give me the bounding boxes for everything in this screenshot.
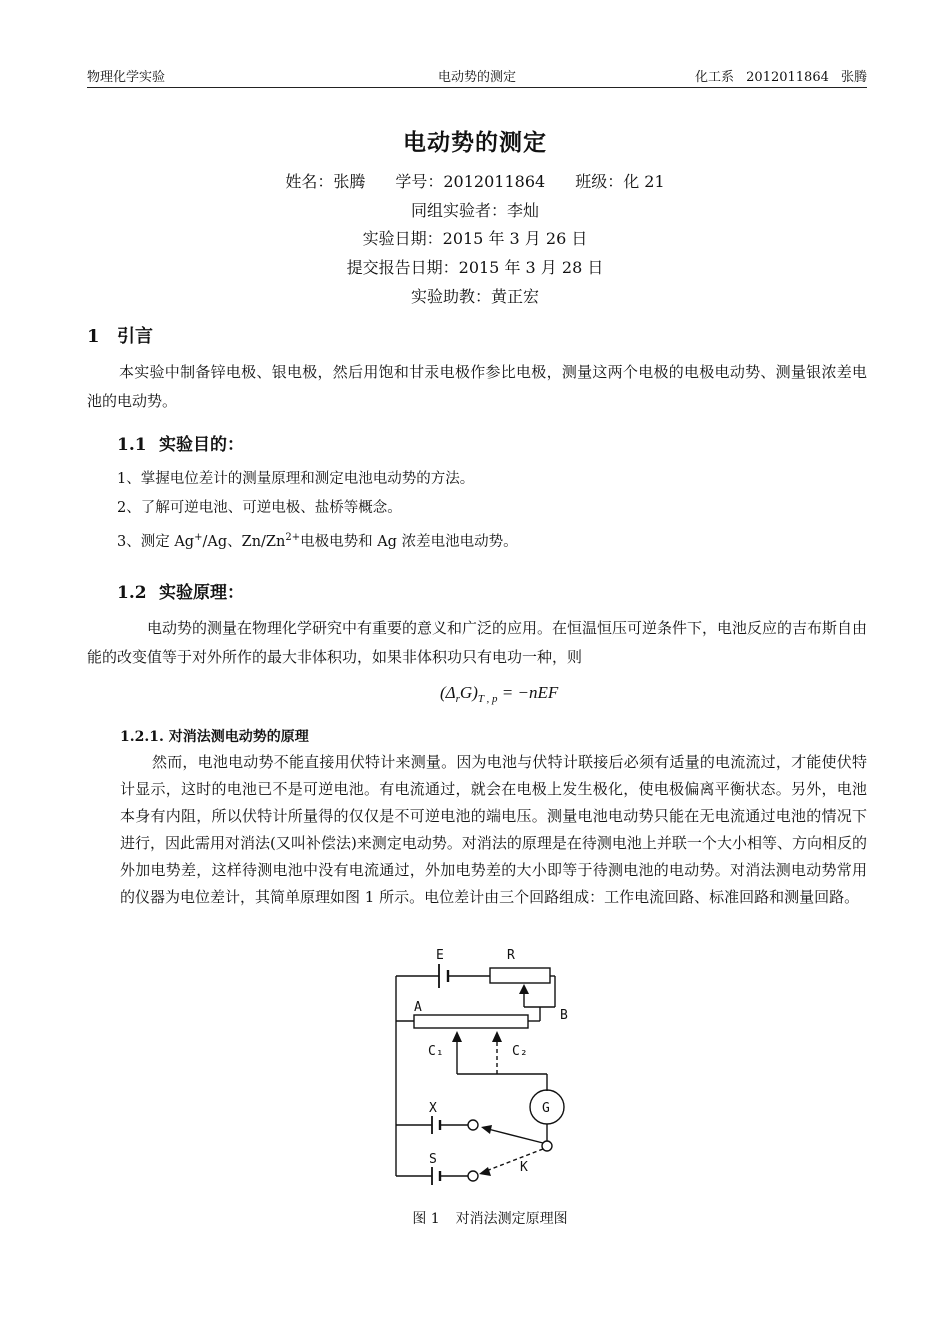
- document-title: 电动势的测定: [403, 129, 547, 156]
- label-B: B: [560, 1008, 568, 1023]
- header-author: 化工系 2012011864 张腾: [695, 70, 867, 85]
- figure-caption: [0, 1208, 950, 1228]
- purpose-list: [117, 465, 518, 557]
- section-heading-intro: [87, 322, 153, 348]
- intro-paragraph: 本实验中制备锌电极、银电极，然后用饱和甘汞电极作参比电极，测量这两个电极的电极电动势、测量银浓差电池的电动势。: [87, 363, 867, 410]
- label-C2: C₂: [512, 1044, 528, 1059]
- teaching-assistant: 实验助教：黄正宏: [410, 287, 539, 306]
- label-A: A: [414, 1000, 422, 1015]
- section-heading-principle: [117, 578, 244, 603]
- author-line: [0, 169, 950, 192]
- label-C1: C₁: [428, 1044, 444, 1059]
- potentiometer-circuit-diagram: [380, 942, 610, 1204]
- class-name: 班级：化 21: [575, 172, 665, 191]
- section-title: 实验目的：: [159, 435, 244, 455]
- label-R: R: [507, 948, 515, 963]
- label-S: S: [429, 1152, 437, 1167]
- subsection-heading: 1.2.1. 对消法测电动势的原理: [120, 729, 309, 745]
- section-number: 1.1: [117, 435, 147, 455]
- header-title: 电动势的测定: [437, 70, 516, 85]
- section-title: 引言: [117, 326, 153, 347]
- header-divider: [87, 87, 867, 88]
- submit-date: 提交报告日期：2015 年 3 月 28 日: [346, 258, 604, 277]
- running-header: [87, 66, 867, 86]
- label-X: X: [429, 1101, 437, 1116]
- label-G: G: [542, 1101, 550, 1116]
- label-E: E: [436, 948, 444, 963]
- list-item: 1、掌握电位差计的测量原理和测定电池电动势的方法。: [117, 471, 475, 487]
- list-item: 3、测定 Ag+/Ag、$Zn/Zn^{2+}$电极电势和 Ag 浓差电池电动势。: [117, 532, 518, 550]
- partner-line: 同组实验者：李灿: [410, 201, 539, 220]
- header-course: 物理化学实验: [87, 70, 166, 85]
- caption-text: 对消法测定原理图: [455, 1211, 568, 1227]
- compensation-paragraph: 然而，电池电动势不能直接用伏特计来测量。因为电池与伏特计联接后必须有适量的电流流过，才能使伏特计显示，这时的电池已不是可逆电池。有电流通过，就会在电极上发生极化，使电极偏离平衡状态。另外，电池本身有内阻，所以伏特计所量得的仅仅是不可逆电池的端电压。测量电池电动势只能在无电流通过电池的情况下进行，因此需用对消法(又叫补偿法)来测定电动势。对消法的原理是在待测电池上并联一个大小相等、方向相反的外加电势差，这样待测电池中没有电流通过，外加电势差的大小即等于待测电池的电动势。对消法测电动势常用的仪器为电位差计，其简单原理如图 1 所示。电位差计由三个回路组成：工作电流回路、标准回路和测量回路。: [120, 753, 867, 906]
- experiment-date: 实验日期：2015 年 3 月 26 日: [362, 229, 588, 248]
- author-name: 姓名：张腾: [285, 172, 366, 191]
- section-title: 实验原理：: [159, 583, 244, 603]
- section-number: 1.2: [117, 583, 147, 603]
- section-number: 1: [87, 326, 100, 347]
- section-heading-purpose: [117, 430, 244, 455]
- principle-paragraph: 电动势的测量在物理化学研究中有重要的意义和广泛的应用。在恒温恒压可逆条件下，电池反应的吉布斯自由能的改变值等于对外所作的最大非体积功，如果非体积功只有电功一种，则: [87, 619, 868, 666]
- student-id: 学号：2012011864: [395, 172, 546, 191]
- caption-number: 图 1: [412, 1211, 440, 1227]
- list-item: 2、了解可逆电池、可逆电极、盐桥等概念。: [117, 500, 402, 516]
- label-K: K: [520, 1160, 528, 1175]
- gibbs-equation: $(\Delta_rG)_{T , p} = -nEF$: [440, 683, 559, 705]
